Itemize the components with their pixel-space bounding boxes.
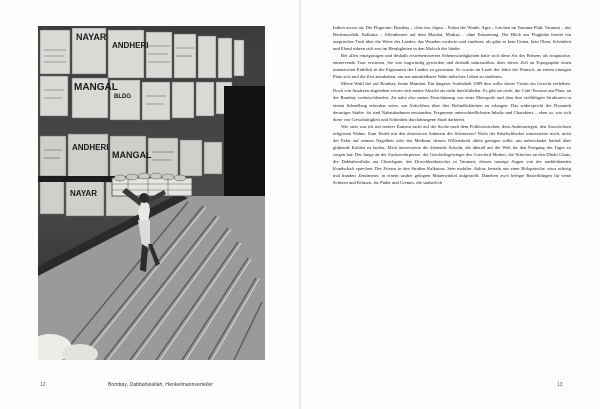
paragraph: Wie stets war ich mit meiner Kamera nicht auf der Suche nach dem Folkloristischen, dem Andersartigen, den Auswüchsen religiösen Wahns. Zum Teufel mit den obsessiven Anbetern des Schmerzes! Nicht der Säbelschlucker interessierte mich, nicht der Fakir auf seinem Nagelbett oder das Medium, dessen Willenskraft allein genügen sollte, um unbeschadet barfuß über glühende Kohlen zu laufen. Mich interessierte die dienende Schicht, die überall auf der Welt für den Fortgang des Tages zu sorgen hat: Der Junge an der Zuckerrohrpresse, der Geschäftsgewiegte des Crawford Market, die Wäscher an den Dhobi Ghats, die Dabbahwallahs am Churchgate, der Droschkenkutscher in Varanasi, dessen traurige Augen von der ausbleibenden Kundschaft sprechen. Der Friseur in den Straßen Kalkuttas. Sein mobiler ›Salon‹ besteht aus einer Holzpritsche, etwa achtzig mal hundert Zentimeter, in einem sauber gelegten Mauerwinkel aufgestellt. Daneben zwei belegte Rasierklingen für seine Scheren und Klinsen, für Puder und Cremes, die säuberlich — [333, 123, 571, 186]
page-number-right: 13 — [557, 382, 563, 388]
dabbawala-photograph — [38, 26, 265, 360]
photo-caption: Bombay, Dabbahwallah, Henkelmannverteiler — [108, 382, 214, 388]
sign-text: MANGAL — [112, 150, 152, 160]
paragraph: Bei allen einzigartigen und deshalb erstrebenswerten Sehenswürdigkeiten hatte sich diese Art des Reisens als strapaziöse, entnervende Tour erwiesen. Sie war fragwürdig geworden und deshalb unbrauchbar, über dieses Ziel an Topographie einen intensiveren Einblick in die Eigenarten des Landes zu gewinnen. So wuchs im Laufe der Jahre der Wunsch, an einem einzigen Platz sich und die Zeit anzuhalten, um aus unmittelbarer Nähe indisches Leben zu studieren. — [333, 53, 571, 80]
page-number-left: 12 — [40, 382, 46, 388]
sign-text: BLDG — [114, 94, 131, 100]
paragraph: Indien across air. Die Flugroute: Bombay – clear tea, Jaipur – Palast der Winde, Agra – Leichen im Yamuna-Fluß, Varanasi – der Bestimwallah, Kalkutta – Affentheater auf dem Maidan, Madras… ohne Erinnerung. Der Blick aus Flughöhe breitet ein aseptisches Tuch über die Weite des Landes, das Wunden verdeckt und einebnet; als gäbe es kein Unten, kein Oben, Schönheit und Elend rühren sich erst im Herabgleiten in den Moloch der Städte. — [333, 25, 571, 52]
sign-text: NAYAR — [76, 32, 107, 42]
paragraph: Meine Wahl fiel auf Bombay, heute Mumbai. Ein längerer Aufenthalt 1989 dort sollte dieser Vision ein Gesicht verleihen. Doch von Ansätzen abgesehen erwies sich meine Absicht als nicht durchführbar. Es gibt sie nicht, die Café-Terrasse am Platz, an der Bombay vorbeischlendert. Zu nahe also meine Einschätzung von einer Metropole und dass ihre vielfältigen Strukturen in einem Schnellzug erfassbar seien, um Aufschluss über ihre Befindlichkeiten zu erlangen. Das widerspricht der Dynamik derartiger Städte. So sind Nahaufnahmen entstanden, Fragmente unterschiedlichsten Inhalts und Charakters – eben so, wie sich diese von Gewalttätigkeit und Schönheit durchdrungene Stadt darbietet. — [333, 81, 571, 122]
sign-text: NAYAR — [70, 189, 97, 198]
sign-text: ANDHERI — [112, 41, 149, 50]
sign-text: MANGAL — [74, 82, 118, 93]
page-gutter — [299, 0, 301, 409]
body-text — [333, 24, 571, 374]
sign-text: ANDHERI — [72, 143, 109, 152]
